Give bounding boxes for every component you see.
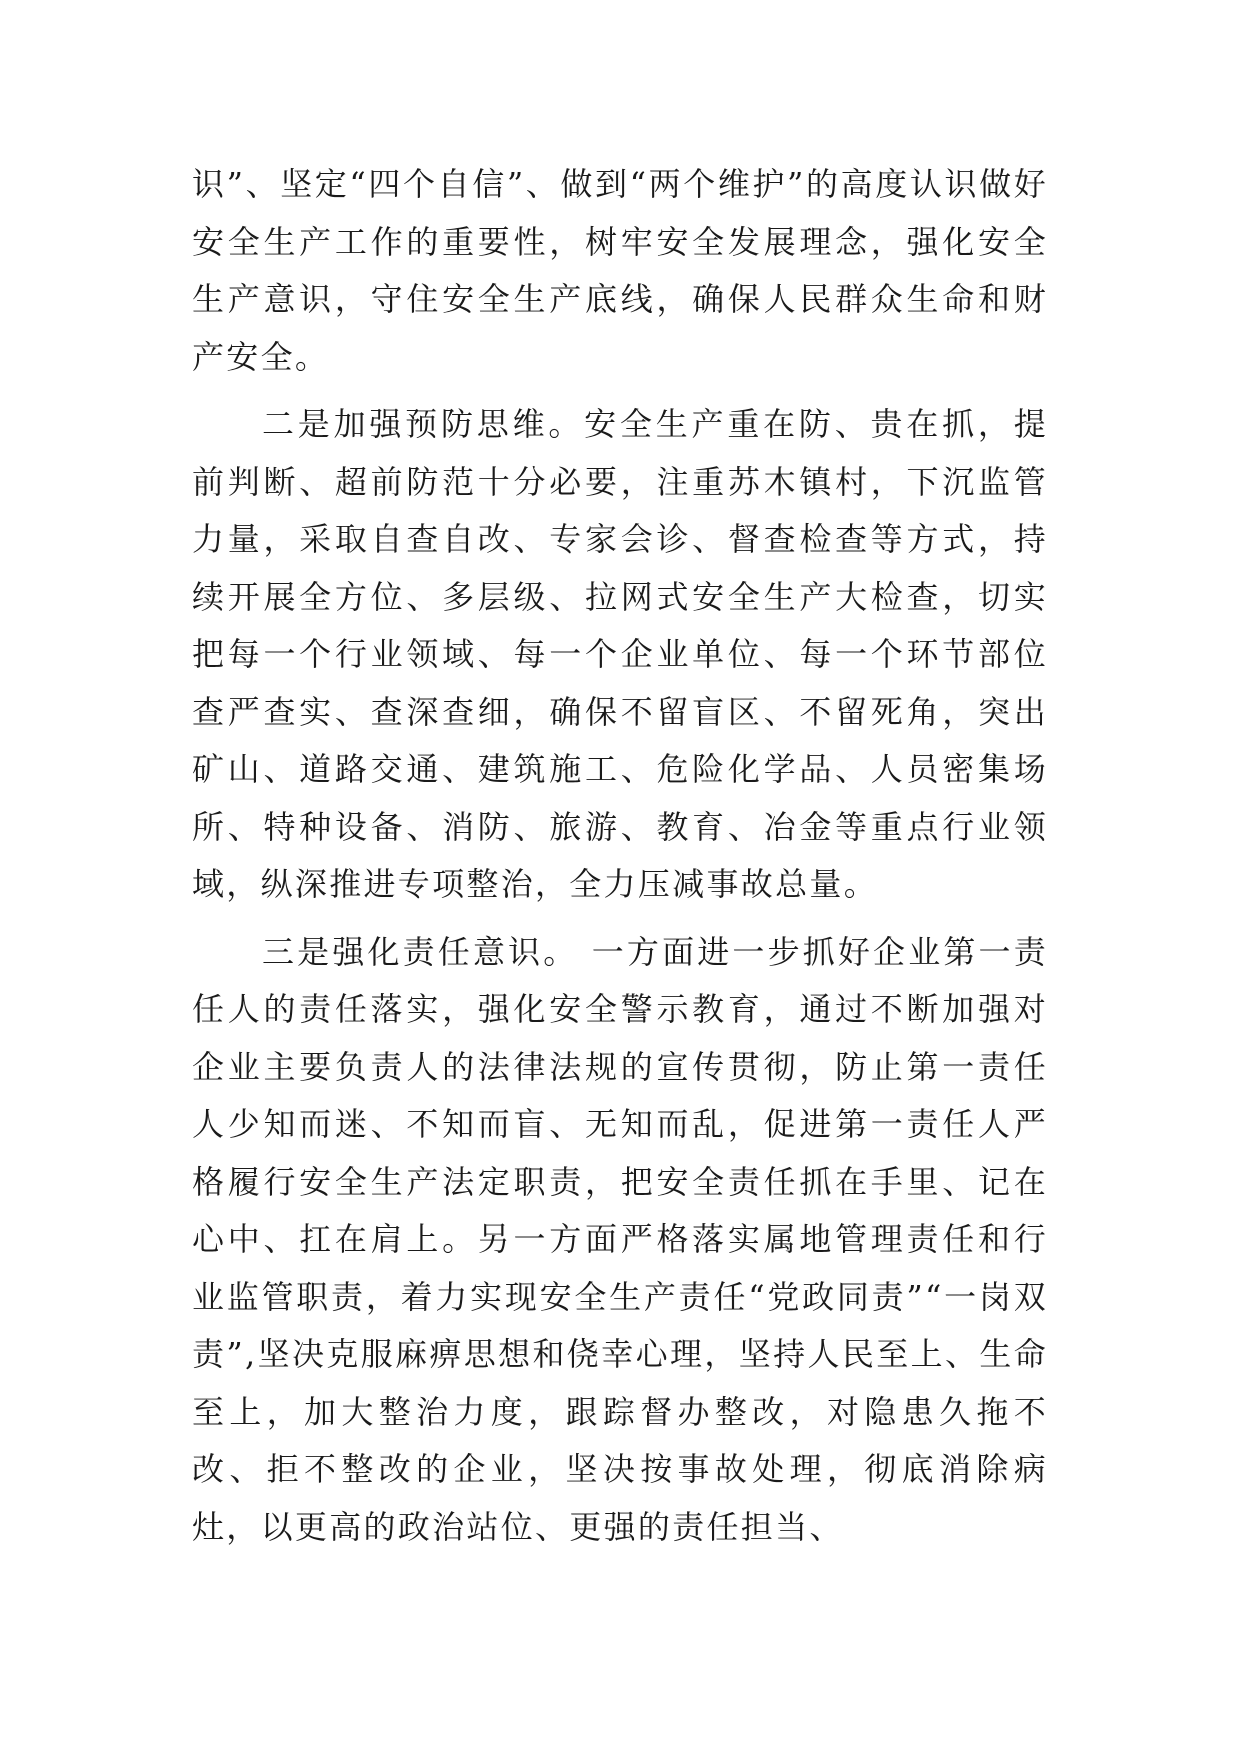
paragraph-responsibility-awareness: 三是强化责任意识。 一方面进一步抓好企业第一责任人的责任落实，强化安全警示教育，通过不断加强对企业主要负责人的法律法规的宣传贯彻，防止第一责任人少知而迷、不知而盲、无知而乱，促进第一责任人严格履行安全生产法定职责，把安全责任抓在手里、记在心中、扛在肩上。另一方面严格落实属地管理责任和行业监管职责，着力实现安全生产责任“党政同责”“一岗双责”,坚决克服麻痹思想和侥幸心理，坚持人民至上、生命至上，加大整治力度，跟踪督办整改，对隐患久拖不改、拒不整改的企业，坚决按事故处理，彻底消除病灶，以更高的政治站位、更强的责任担当、 <box>192 932 1048 1546</box>
body-text <box>192 156 1048 1556</box>
paragraph-continuation: 识”、坚定“四个自信”、做到“两个维护”的高度认识做好安全生产工作的重要性，树牢安全发展理念，强化安全生产意识，守住安全生产底线，确保人民群众生命和财产安全。 <box>192 165 1048 376</box>
paragraph-prevention-thinking: 二是加强预防思维。安全生产重在防、贵在抓，提前判断、超前防范十分必要，注重苏木镇村，下沉监管力量，采取自查自改、专家会诊、督查检查等方式，持续开展全方位、多层级、拉网式安全生产大检查，切实把每一个行业领域、每一个企业单位、每一个环节部位查严查实、查深查细，确保不留盲区、不留死角，突出矿山、道路交通、建筑施工、危险化学品、人员密集场所、特种设备、消防、旅游、教育、冶金等重点行业领域，纵深推进专项整治，全力压减事故总量。 <box>192 405 1048 903</box>
